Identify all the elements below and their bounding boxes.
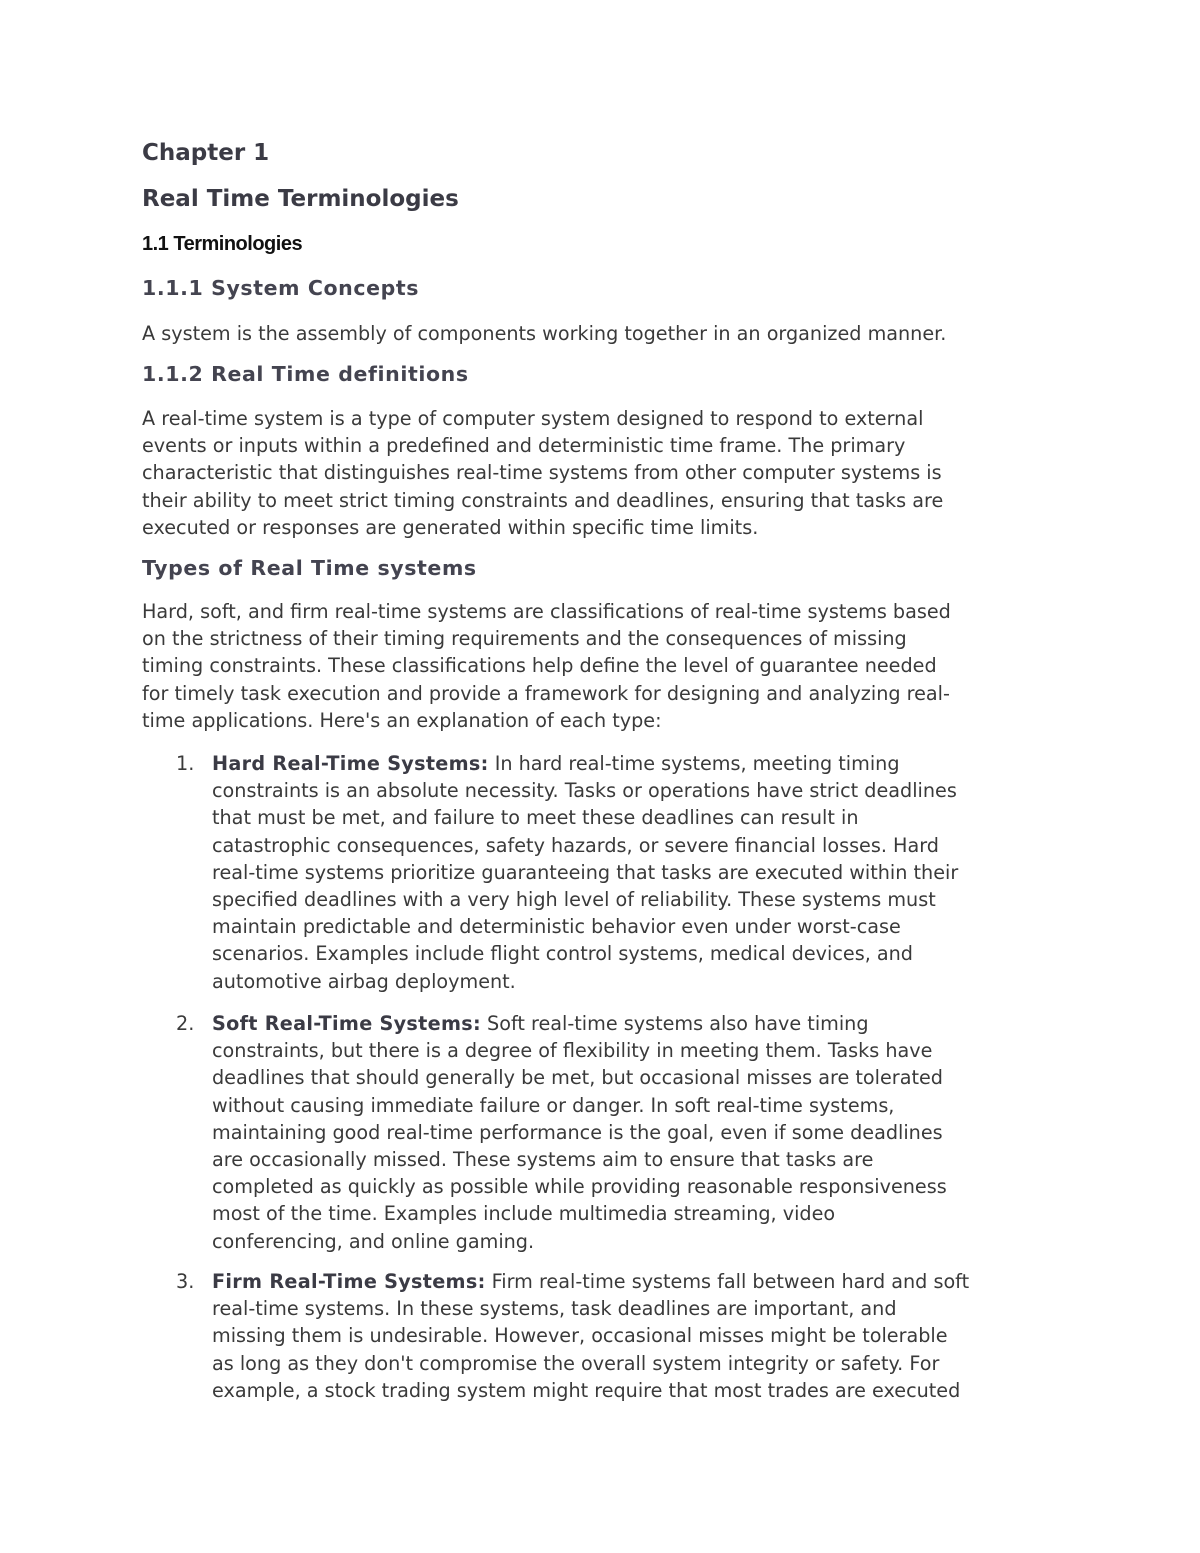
text-line: without causing immediate failure or danger. In soft real-time systems,	[212, 1093, 895, 1117]
document-title: Real Time Terminologies	[142, 186, 459, 212]
text-line: A real-time system is a type of computer system designed to respond to external	[142, 407, 924, 430]
section-heading: 1.1 Terminologies	[142, 233, 303, 255]
text-line: real-time systems prioritize guaranteeing that tasks are executed within their	[212, 860, 959, 884]
text-line: Firm real-time systems fall between hard and soft	[485, 1270, 970, 1293]
real-time-definition-paragraph	[142, 405, 943, 541]
text-line: their ability to meet strict timing constraints and deadlines, ensuring that tasks are	[142, 488, 944, 512]
list-number: 3.	[176, 1270, 195, 1293]
text-line: catastrophic consequences, safety hazards, or severe financial losses. Hard	[212, 833, 939, 857]
text-line: that must be met, and failure to meet these deadlines can result in	[212, 806, 859, 830]
text-line: example, a stock trading system might require that most trades are executed	[212, 1378, 961, 1402]
text-line: conferencing, and online gaming.	[212, 1229, 535, 1253]
list-item-term: Hard Real-Time Systems:	[212, 752, 489, 775]
text-line: time applications. Here's an explanation of each type:	[142, 708, 662, 732]
text-line: Hard, soft, and firm real-time systems are classifications of real-time systems based	[142, 600, 951, 623]
text-line: automotive airbag deployment.	[212, 969, 516, 993]
subsection-heading-system-concepts: 1.1.1 System Concepts	[142, 276, 420, 300]
text-line: executed or responses are generated within specific time limits.	[142, 515, 759, 539]
text-line: A system is the assembly of components working together in an organized manner.	[142, 322, 947, 345]
text-line: real-time systems. In these systems, task deadlines are important, and	[212, 1297, 897, 1321]
text-line: timing constraints. These classifications help define the level of guarantee needed	[142, 654, 937, 678]
text-line: for timely task execution and provide a framework for designing and analyzing real-	[142, 681, 950, 705]
list-item-term: Firm Real-Time Systems:	[212, 1270, 486, 1293]
text-line: maintaining good real-time performance is the goal, even if some deadlines	[212, 1120, 943, 1144]
text-line: missing them is undesirable. However, occasional misses might be tolerable	[212, 1324, 948, 1348]
types-heading: Types of Real Time systems	[142, 556, 477, 580]
text-line: In hard real-time systems, meeting timing	[488, 752, 900, 775]
text-line: maintain predictable and deterministic behavior even under worst-case	[212, 915, 901, 939]
chapter-heading: Chapter 1	[142, 140, 270, 166]
text-line: on the strictness of their timing requirements and the consequences of missing	[142, 627, 907, 651]
list-number: 2.	[176, 1012, 195, 1035]
text-line: Soft real-time systems also have timing	[480, 1012, 869, 1035]
text-line: characteristic that distinguishes real-time systems from other computer systems is	[142, 461, 942, 485]
list-item-term: Soft Real-Time Systems:	[212, 1012, 481, 1035]
text-line: events or inputs within a predefined and deterministic time frame. The primary	[142, 434, 906, 458]
text-line: constraints, but there is a degree of flexibility in meeting them. Tasks have	[212, 1039, 933, 1063]
types-paragraph	[142, 598, 951, 734]
text-line: as long as they don't compromise the overall system integrity or safety. For	[212, 1351, 940, 1375]
subsection-heading-real-time-definitions: 1.1.2 Real Time definitions	[142, 362, 469, 386]
text-line: deadlines that should generally be met, but occasional misses are tolerated	[212, 1066, 943, 1090]
text-line: completed as quickly as possible while providing reasonable responsiveness	[212, 1175, 947, 1199]
text-line: specified deadlines with a very high level of reliability. These systems must	[212, 887, 936, 911]
list-number: 1.	[176, 752, 195, 775]
system-concepts-paragraph	[142, 320, 946, 347]
text-line: most of the time. Examples include multimedia streaming, video	[212, 1202, 836, 1226]
text-line: constraints is an absolute necessity. Tasks or operations have strict deadlines	[212, 779, 957, 803]
text-line: are occasionally missed. These systems aim to ensure that tasks are	[212, 1147, 874, 1171]
text-line: scenarios. Examples include flight control systems, medical devices, and	[212, 942, 913, 966]
